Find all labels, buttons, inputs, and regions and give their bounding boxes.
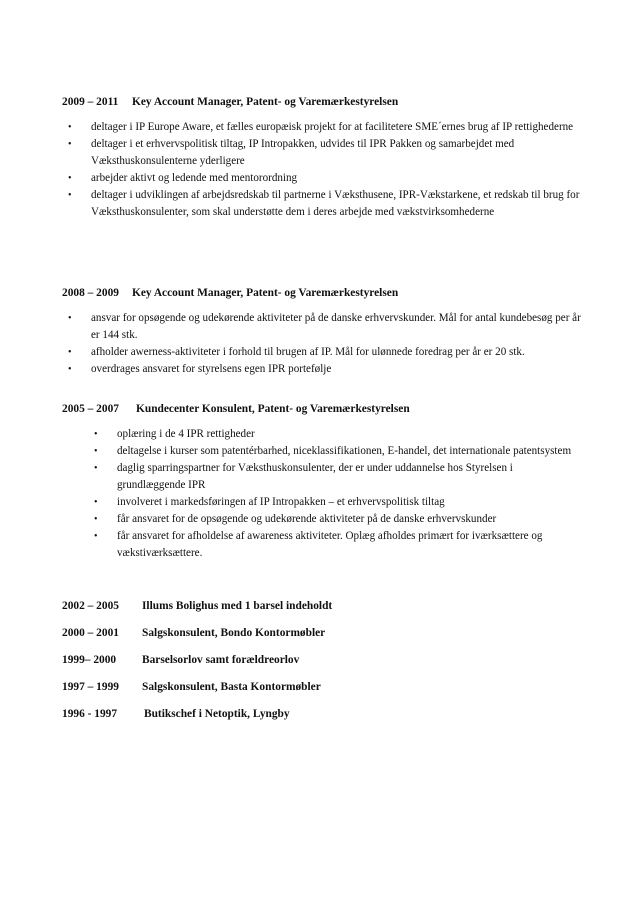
period: 2005 – 2007 xyxy=(62,403,119,415)
period: 2009 – 2011 xyxy=(62,96,119,108)
list-item xyxy=(68,361,582,378)
bullet-icon: • xyxy=(68,347,72,358)
job-entry-1999-2000 xyxy=(62,654,299,666)
bullet-icon: • xyxy=(68,190,72,201)
period: 1996 - 1997 xyxy=(62,708,118,720)
period: 2008 – 2009 xyxy=(62,287,119,299)
job-title: Kundecenter Konsulent, Patent- og Varemærkestyrelsen xyxy=(136,403,410,415)
list-item xyxy=(68,119,582,136)
list-item xyxy=(68,310,582,344)
job-title: Key Account Manager, Patent- og Varemærkestyrelsen xyxy=(132,96,399,108)
bullet-icon: • xyxy=(94,446,98,457)
list-item xyxy=(68,170,582,187)
period: 2000 – 2001 xyxy=(62,627,119,639)
job-entry-2002-2005 xyxy=(62,600,332,612)
bullet-icon: • xyxy=(94,429,98,440)
list-item xyxy=(94,511,582,528)
list-item xyxy=(68,344,582,361)
bullet-icon: • xyxy=(68,139,72,150)
list-item xyxy=(94,426,582,443)
bullet-list xyxy=(62,310,582,378)
section-heading xyxy=(62,286,582,300)
bullet-icon: • xyxy=(94,497,98,508)
bullet-icon: • xyxy=(68,313,72,324)
bullet-icon: • xyxy=(94,514,98,525)
bullet-icon: • xyxy=(68,122,72,133)
period: 1999– 2000 xyxy=(62,654,117,666)
job-entry-1996-1997 xyxy=(62,708,290,720)
list-item xyxy=(68,187,582,221)
bullet-icon: • xyxy=(94,531,98,542)
list-item xyxy=(68,136,582,170)
list-item xyxy=(94,443,582,460)
job-entry-2000-2001 xyxy=(62,627,325,639)
bullet-icon: • xyxy=(94,463,98,474)
item-text: overdrages ansvaret for styrelsens egen IPR portefølje xyxy=(91,363,332,375)
period: 2002 – 2005 xyxy=(62,600,119,612)
item-text: får ansvaret for afholdelse af awareness aktiviteter. Oplæg afholdes primært for iværksættere og vækstiværksættere. xyxy=(117,530,543,559)
item-text: oplæring i de 4 IPR rettigheder xyxy=(117,428,255,440)
period: 1997 – 1999 xyxy=(62,681,119,693)
item-text: arbejder aktivt og ledende med mentorordning xyxy=(91,172,298,184)
item-text: deltager i et erhvervspolitisk tiltag, IP Intropakken, udvides til IPR Pakken og samarbejdet med Væksthuskonsulenterne yderligere xyxy=(91,138,515,167)
job-section-2008-2009 xyxy=(62,286,582,378)
job-entry-1997-1999 xyxy=(62,681,321,693)
list-item xyxy=(94,460,582,494)
section-heading xyxy=(62,402,582,416)
job-title: Salgskonsulent, Basta Kontormøbler xyxy=(142,681,321,693)
item-text: deltager i udviklingen af arbejdsredskab til partnerne i Væksthusene, IPR-Vækstarkene, et redskab til brug for Væksthuskonsulenter, som skal understøtte dem i deres arbejde med vækstvirksomhederne xyxy=(91,189,580,218)
job-section-2005-2007 xyxy=(62,402,582,562)
item-text: ansvar for opsøgende og udekørende aktiviteter på de danske erhvervskunder. Mål for antal kundebesøg per år er 144 stk. xyxy=(91,312,581,341)
item-text: deltagelse i kurser som patentérbarhed, niceklassifikationen, E-handel, det internationale patentsystem xyxy=(117,445,572,457)
job-section-2009-2011 xyxy=(62,95,582,221)
section-heading xyxy=(62,95,582,109)
job-title: Salgskonsulent, Bondo Kontormøbler xyxy=(142,627,326,639)
job-title: Butikschef i Netoptik, Lyngby xyxy=(144,708,290,720)
item-text: afholder awerness-aktiviteter i forhold til brugen af IP. Mål for ulønnede foredrag per år er 20 stk. xyxy=(91,346,525,358)
list-item xyxy=(94,494,582,511)
item-text: får ansvaret for de opsøgende og udekørende aktiviteter på de danske erhvervskunder xyxy=(117,513,497,525)
item-text: involveret i markedsføringen af IP Intropakken – et erhvervspolitisk tiltag xyxy=(117,496,445,508)
item-text: daglig sparringspartner for Væksthuskonsulenter, der er under uddannelse hos Styrelsen i grundlæggende IPR xyxy=(117,462,513,491)
bullet-list xyxy=(62,119,582,221)
item-text: deltager i IP Europe Aware, et fælles europæisk projekt for at facilitetere SME´ernes brug af IP rettighederne xyxy=(91,121,574,133)
job-title: Barselsorlov samt forældreorlov xyxy=(142,654,300,666)
list-item xyxy=(94,528,582,562)
job-title: Key Account Manager, Patent- og Varemærkestyrelsen xyxy=(132,287,399,299)
bullet-list xyxy=(62,426,582,562)
bullet-icon: • xyxy=(68,364,72,375)
bullet-icon: • xyxy=(68,173,72,184)
job-title: Illums Bolighus med 1 barsel indeholdt xyxy=(142,600,333,612)
